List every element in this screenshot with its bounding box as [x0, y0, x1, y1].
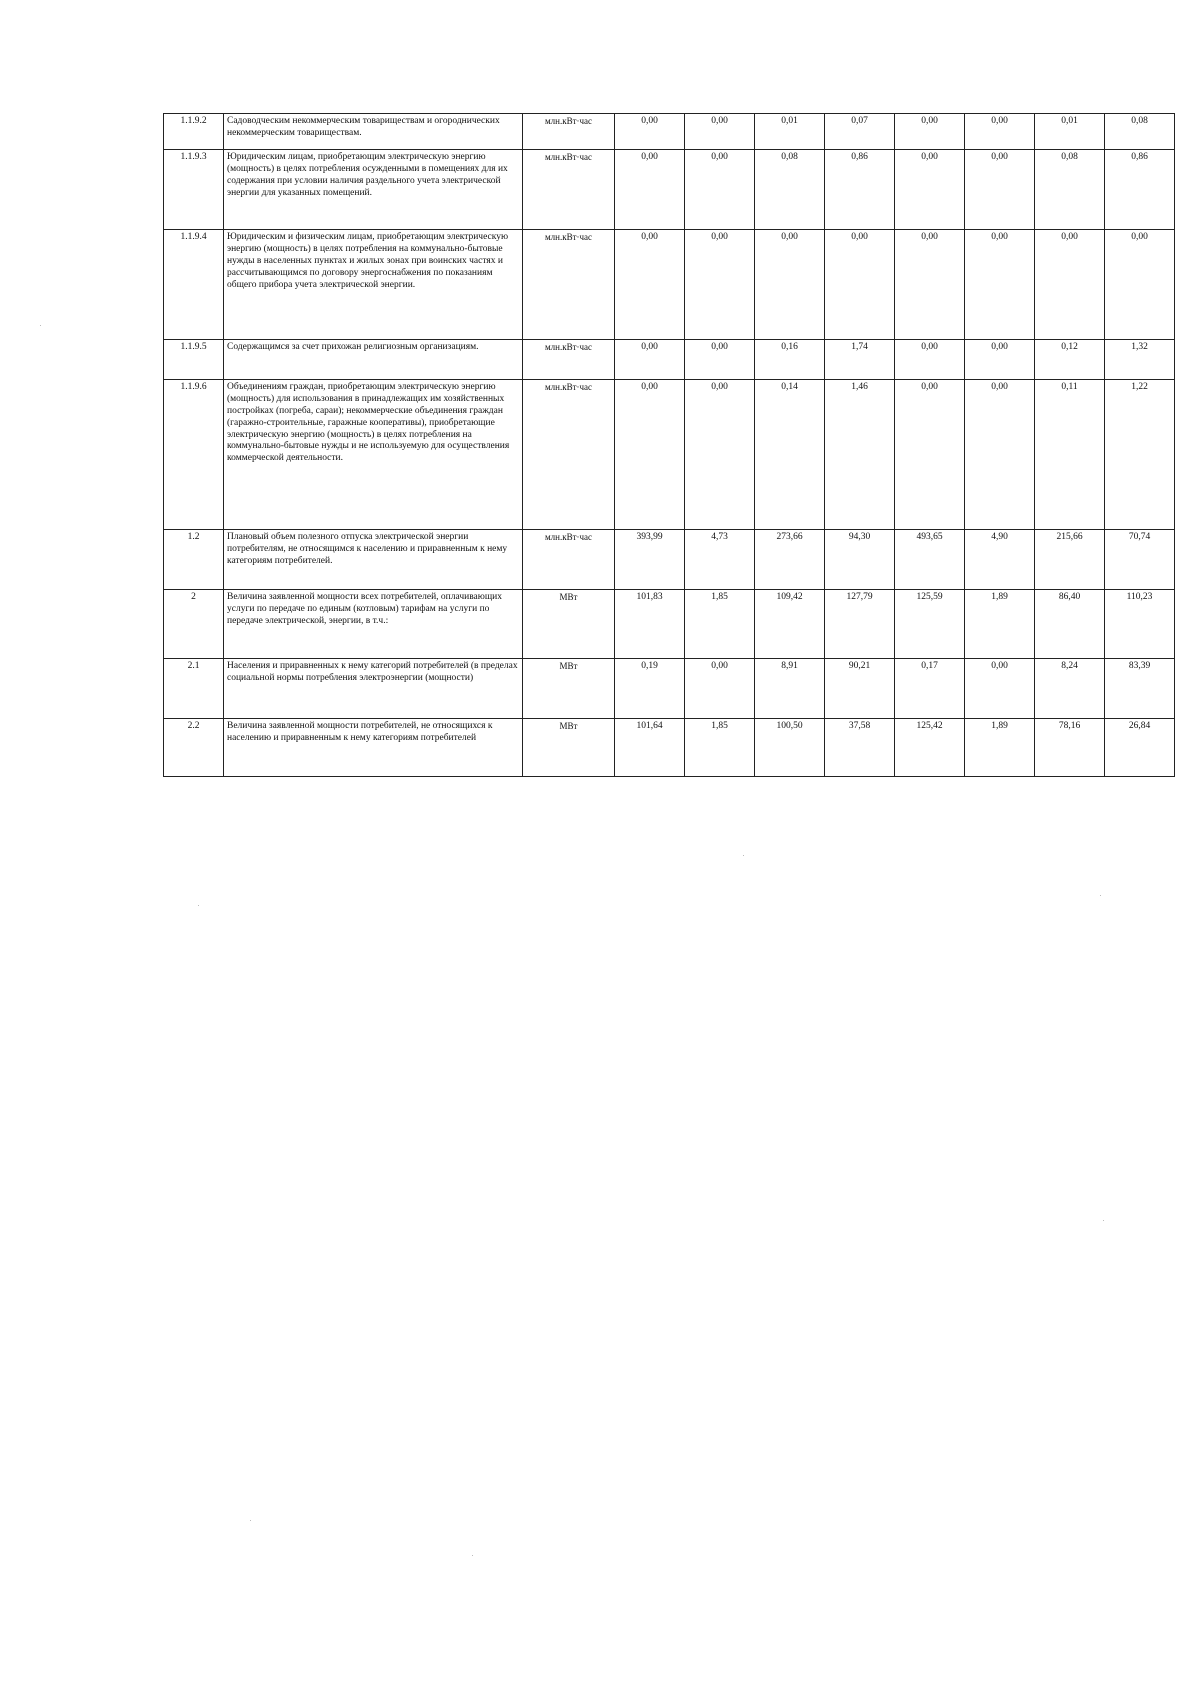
- value-cell: 0,01: [1035, 114, 1105, 150]
- value-cell: 0,12: [1035, 340, 1105, 380]
- value-cell: 4,90: [965, 530, 1035, 590]
- row-number: 2: [164, 590, 224, 659]
- row-description: Величина заявленной мощности всех потребителей, оплачивающих услуги по передаче по единым (котловым) тарифам на услуги по передаче электрической, энергии, в т.ч.:: [224, 590, 523, 659]
- row-description: Плановый объем полезного отпуска электрической энергии потребителям, не относящимся к населению и приравненным к нему категориям потребителей.: [224, 530, 523, 590]
- row-unit: МВт: [523, 590, 615, 659]
- value-cell: 0,07: [825, 114, 895, 150]
- value-cell: 0,00: [685, 380, 755, 530]
- row-unit: млн.кВт·час: [523, 230, 615, 340]
- value-cell: 273,66: [755, 530, 825, 590]
- value-cell: 26,84: [1105, 719, 1175, 777]
- value-cell: 0,00: [895, 114, 965, 150]
- value-cell: 0,00: [685, 230, 755, 340]
- value-cell: 0,00: [685, 150, 755, 230]
- value-cell: 125,59: [895, 590, 965, 659]
- value-cell: 0,86: [825, 150, 895, 230]
- value-cell: 0,00: [615, 114, 685, 150]
- value-cell: 100,50: [755, 719, 825, 777]
- value-cell: 8,91: [755, 659, 825, 719]
- value-cell: 94,30: [825, 530, 895, 590]
- row-description: Юридическим и физическим лицам, приобретающим электрическую энергию (мощность) в целях потребления на коммунально-бытовые нужды в населенных пунктах и жилых зонах при воинских частях и рассчитывающимся по договору энергоснабжения по показаниям общего прибора учета электрической энергии.: [224, 230, 523, 340]
- value-cell: 0,00: [825, 230, 895, 340]
- scan-speck: [1103, 1220, 1104, 1221]
- value-cell: 0,01: [755, 114, 825, 150]
- table-row: [164, 659, 1175, 719]
- row-unit: млн.кВт·час: [523, 380, 615, 530]
- value-cell: 0,00: [755, 230, 825, 340]
- table-row: [164, 230, 1175, 340]
- value-cell: 0,00: [685, 659, 755, 719]
- value-cell: 0,00: [895, 340, 965, 380]
- value-cell: 0,16: [755, 340, 825, 380]
- row-unit: МВт: [523, 719, 615, 777]
- value-cell: 86,40: [1035, 590, 1105, 659]
- value-cell: 125,42: [895, 719, 965, 777]
- row-unit: млн.кВт·час: [523, 150, 615, 230]
- row-unit: млн.кВт·час: [523, 340, 615, 380]
- row-description: Объединениям граждан, приобретающим электрическую энергию (мощность) для использования в принадлежащих им хозяйственных постройках (погреба, сараи); некоммерческие объединения граждан (гаражно-строительные, гаражные кооперативы), приобретающие электрическую энергию (мощность) в целях потребления на коммунально-бытовые нужды и не используемую для осуществления коммерческой деятельности.: [224, 380, 523, 530]
- row-number: 1.1.9.2: [164, 114, 224, 150]
- value-cell: 0,00: [965, 114, 1035, 150]
- value-cell: 0,00: [615, 230, 685, 340]
- row-description: Населения и приравненных к нему категорий потребителей (в пределах социальной нормы потребления электроэнергии (мощности): [224, 659, 523, 719]
- table-row: [164, 380, 1175, 530]
- value-cell: 1,46: [825, 380, 895, 530]
- value-cell: 109,42: [755, 590, 825, 659]
- value-cell: 1,85: [685, 590, 755, 659]
- row-unit: млн.кВт·час: [523, 114, 615, 150]
- value-cell: 0,00: [1105, 230, 1175, 340]
- scan-speck: [250, 1520, 251, 1521]
- row-number: 1.1.9.3: [164, 150, 224, 230]
- tariff-volume-table: [163, 113, 1175, 777]
- value-cell: 101,64: [615, 719, 685, 777]
- value-cell: 0,08: [1035, 150, 1105, 230]
- table-row: [164, 150, 1175, 230]
- value-cell: 4,73: [685, 530, 755, 590]
- value-cell: 101,83: [615, 590, 685, 659]
- value-cell: 0,08: [1105, 114, 1175, 150]
- row-description: Юридическим лицам, приобретающим электрическую энергию (мощность) в целях потребления осужденными в помещениях для их содержания при условии наличия раздельного учета электрической энергии для указанных помещений.: [224, 150, 523, 230]
- row-number: 1.1.9.4: [164, 230, 224, 340]
- value-cell: 90,21: [825, 659, 895, 719]
- value-cell: 1,22: [1105, 380, 1175, 530]
- value-cell: 110,23: [1105, 590, 1175, 659]
- value-cell: 78,16: [1035, 719, 1105, 777]
- value-cell: 0,00: [965, 659, 1035, 719]
- table-row: [164, 114, 1175, 150]
- row-unit: млн.кВт·час: [523, 530, 615, 590]
- value-cell: 215,66: [1035, 530, 1105, 590]
- row-number: 2.1: [164, 659, 224, 719]
- value-cell: 0,08: [755, 150, 825, 230]
- value-cell: 0,00: [895, 380, 965, 530]
- value-cell: 0,00: [965, 230, 1035, 340]
- value-cell: 0,00: [685, 340, 755, 380]
- value-cell: 0,11: [1035, 380, 1105, 530]
- value-cell: 0,00: [1035, 230, 1105, 340]
- value-cell: 127,79: [825, 590, 895, 659]
- value-cell: 70,74: [1105, 530, 1175, 590]
- row-number: 1.1.9.6: [164, 380, 224, 530]
- row-description: Садоводческим некоммерческим товариществам и огороднических некоммерческим товариществам.: [224, 114, 523, 150]
- value-cell: 1,32: [1105, 340, 1175, 380]
- value-cell: 0,14: [755, 380, 825, 530]
- value-cell: 1,74: [825, 340, 895, 380]
- row-number: 1.2: [164, 530, 224, 590]
- value-cell: 8,24: [1035, 659, 1105, 719]
- table-row: [164, 719, 1175, 777]
- table-row: [164, 530, 1175, 590]
- value-cell: 1,89: [965, 590, 1035, 659]
- scan-speck: [472, 1555, 473, 1556]
- scan-speck: [40, 325, 41, 326]
- value-cell: 393,99: [615, 530, 685, 590]
- value-cell: 0,00: [965, 380, 1035, 530]
- table-row: [164, 590, 1175, 659]
- scan-speck: [743, 855, 744, 856]
- value-cell: 1,89: [965, 719, 1035, 777]
- value-cell: 0,00: [685, 114, 755, 150]
- row-number: 2.2: [164, 719, 224, 777]
- value-cell: 0,00: [965, 150, 1035, 230]
- row-unit: МВт: [523, 659, 615, 719]
- value-cell: 37,58: [825, 719, 895, 777]
- row-description: Содержащимся за счет прихожан религиозным организациям.: [224, 340, 523, 380]
- value-cell: 0,00: [965, 340, 1035, 380]
- value-cell: 83,39: [1105, 659, 1175, 719]
- value-cell: 0,86: [1105, 150, 1175, 230]
- row-number: 1.1.9.5: [164, 340, 224, 380]
- value-cell: 0,00: [615, 340, 685, 380]
- value-cell: 0,00: [895, 150, 965, 230]
- value-cell: 0,19: [615, 659, 685, 719]
- row-description: Величина заявленной мощности потребителей, не относящихся к населению и приравненным к нему категориям потребителей: [224, 719, 523, 777]
- value-cell: 0,00: [895, 230, 965, 340]
- value-cell: 493,65: [895, 530, 965, 590]
- value-cell: 1,85: [685, 719, 755, 777]
- value-cell: 0,00: [615, 380, 685, 530]
- value-cell: 0,17: [895, 659, 965, 719]
- table-row: [164, 340, 1175, 380]
- scan-speck: [1100, 895, 1101, 896]
- value-cell: 0,00: [615, 150, 685, 230]
- scan-speck: [198, 905, 199, 906]
